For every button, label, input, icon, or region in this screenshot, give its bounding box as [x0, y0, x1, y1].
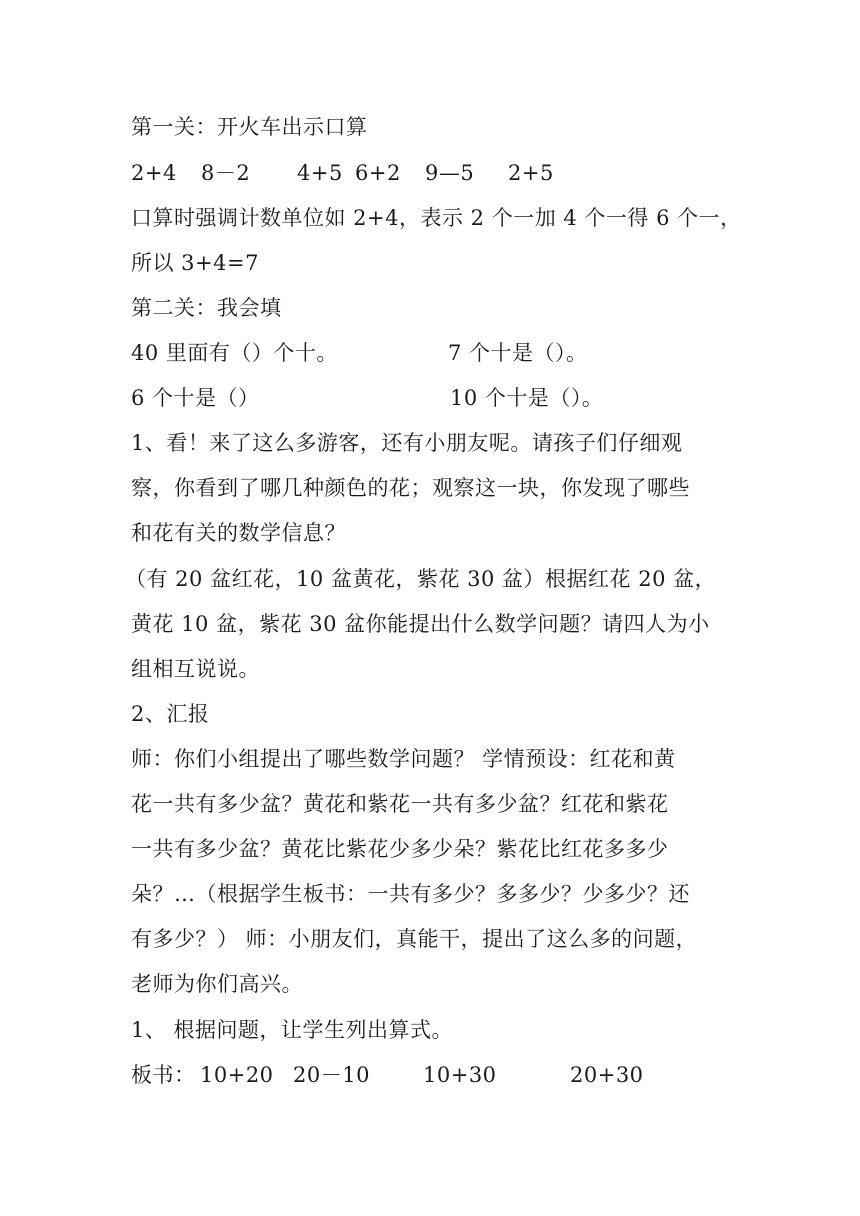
paragraph-line: 察，你看到了哪几种颜色的花；观察这一块，你发现了哪些	[131, 476, 690, 500]
section-title: 1、 根据问题，让学生列出算式。	[131, 1018, 454, 1042]
paragraph-line: 和花有关的数学信息？	[131, 521, 346, 545]
oral-item: 9—5	[425, 161, 475, 185]
oral-item: 8－2	[201, 161, 251, 185]
oral-item: 2+4	[131, 161, 177, 185]
oral-note-line: 口算时强调计数单位如 2+4，表示 2 个一加 4 个一得 6 个一，	[131, 206, 742, 230]
paragraph-line: 师：你们小组提出了哪些数学问题？ 学情预设：红花和黄	[131, 747, 676, 771]
section-title: 2、汇报	[131, 702, 210, 726]
board-label: 板书：	[131, 1063, 196, 1087]
paragraph-line: 1、看！来了这么多游客，还有小朋友呢。请孩子们仔细观	[131, 431, 683, 455]
paragraph-line: （有 20 盆红花，10 盆黄花，紫花 30 盆）根据红花 20 盆，	[125, 567, 717, 591]
board-item: 20+30	[570, 1063, 644, 1087]
board-item: 10+20	[200, 1063, 274, 1087]
paragraph-line: 花一共有多少盆？黄花和紫花一共有多少盆？红花和紫花	[131, 792, 669, 816]
fill-item: 40 里面有（）个十。	[131, 341, 338, 365]
stage2-title: 第二关：我会填	[131, 296, 282, 320]
board-item: 20－10	[293, 1063, 370, 1087]
oral-note-line: 所以 3+4=7	[131, 251, 259, 275]
oral-item: 2+5	[508, 161, 554, 185]
paragraph-line: 朵？…（根据学生板书：一共有多少？多多少？少多少？还	[131, 882, 690, 906]
paragraph-line: 黄花 10 盆，紫花 30 盆你能提出什么数学问题？请四人为小	[131, 612, 710, 636]
stage1-title: 第一关：开火车出示口算	[131, 115, 368, 139]
paragraph-line: 一共有多少盆？黄花比紫花少多少朵？紫花比红花多多少	[131, 837, 669, 861]
board-item: 10+30	[423, 1063, 497, 1087]
oral-item: 6+2	[355, 161, 401, 185]
paragraph-line: 组相互说说。	[131, 657, 260, 681]
fill-item: 10 个十是（）。	[450, 386, 604, 410]
paragraph-line: 老师为你们高兴。	[131, 972, 303, 996]
fill-item: 7 个十是（）。	[448, 341, 588, 365]
oral-item: 4+5	[297, 161, 343, 185]
fill-item: 6 个十是（）	[131, 386, 260, 410]
paragraph-line: 有多少？） 师：小朋友们，真能干，提出了这么多的问题，	[131, 927, 698, 951]
